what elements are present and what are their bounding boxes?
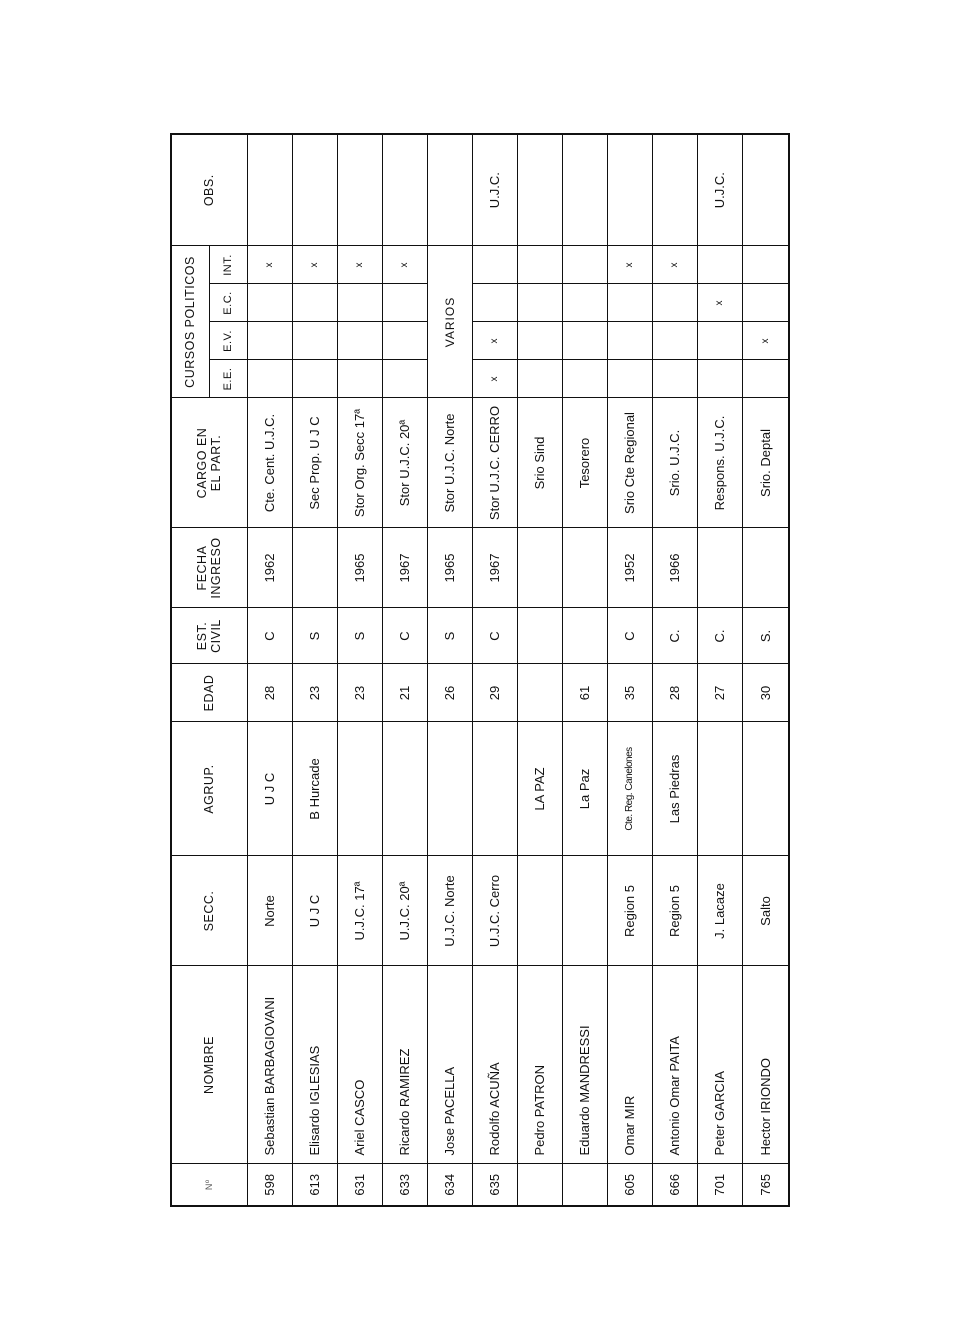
cell-ec <box>472 284 517 322</box>
cell-secc: U.J.C. 20ª <box>382 856 427 966</box>
cell-cargo: Srio Sind <box>517 398 562 528</box>
cell-ee <box>337 360 382 398</box>
cell-edad: 23 <box>337 664 382 722</box>
cell-ev: x <box>743 322 789 360</box>
cell-obs: U.J.C. <box>697 134 742 246</box>
cell-int <box>562 246 607 284</box>
cell-nro: 666 <box>652 1164 697 1206</box>
cell-edad: 29 <box>472 664 517 722</box>
cell-cargo: Srio. U.J.C. <box>652 398 697 528</box>
cell-obs <box>562 134 607 246</box>
cell-civil: C <box>382 608 427 664</box>
cell-secc: U.J.C. Cerro <box>472 856 517 966</box>
cell-edad: 61 <box>562 664 607 722</box>
cell-secc: J. Lacaze <box>697 856 742 966</box>
table-row <box>337 134 382 1206</box>
cell-civil: S <box>292 608 337 664</box>
header-int: INT. <box>209 246 247 284</box>
cell-fecha <box>292 528 337 608</box>
cell-agrup: Las Piedras <box>652 722 697 856</box>
cell-edad: 28 <box>247 664 292 722</box>
cell-obs <box>427 134 472 246</box>
cell-ev <box>607 322 652 360</box>
table-row <box>247 134 292 1206</box>
table-row <box>743 134 789 1206</box>
cell-nombre: Ariel CASCO <box>337 966 382 1164</box>
cell-ec <box>247 284 292 322</box>
cell-fecha <box>562 528 607 608</box>
cell-int: x <box>652 246 697 284</box>
table-row <box>697 134 742 1206</box>
cell-nro <box>517 1164 562 1206</box>
header-secc: SECC. <box>171 856 247 966</box>
cell-nombre: Ricardo RAMIREZ <box>382 966 427 1164</box>
cell-agrup: U J C <box>247 722 292 856</box>
cell-agrup <box>427 722 472 856</box>
cell-cargo: Stor U.J.C. 20ª <box>382 398 427 528</box>
cell-fecha <box>517 528 562 608</box>
table-row <box>382 134 427 1206</box>
cell-ev <box>337 322 382 360</box>
cell-obs <box>292 134 337 246</box>
cell-ee: x <box>472 360 517 398</box>
cell-civil: S <box>337 608 382 664</box>
cell-edad <box>517 664 562 722</box>
cell-fecha: 1966 <box>652 528 697 608</box>
cell-ev <box>517 322 562 360</box>
cell-ec <box>382 284 427 322</box>
cell-agrup: Cte. Reg. Canelones <box>607 722 652 856</box>
cell-ec <box>292 284 337 322</box>
table-row <box>427 134 472 1206</box>
cell-cargo: Sec Prop. U J C <box>292 398 337 528</box>
cell-nombre: Hector IRIONDO <box>743 966 789 1164</box>
cell-nro: 633 <box>382 1164 427 1206</box>
cell-cargo: Srio. Deptal <box>743 398 789 528</box>
cell-ee <box>607 360 652 398</box>
cell-civil: C <box>247 608 292 664</box>
cell-secc <box>517 856 562 966</box>
cell-nombre: Sebastian BARBAGIOVANI <box>247 966 292 1164</box>
cell-ec <box>337 284 382 322</box>
personnel-table-sheet <box>170 135 790 1207</box>
header-ec: E.C. <box>209 284 247 322</box>
cell-nro: 635 <box>472 1164 517 1206</box>
cell-ev: x <box>472 322 517 360</box>
cell-civil: C. <box>652 608 697 664</box>
cell-civil: S. <box>743 608 789 664</box>
cell-agrup: La Paz <box>562 722 607 856</box>
cell-nombre: Elisardo IGLESIAS <box>292 966 337 1164</box>
cell-nro: 613 <box>292 1164 337 1206</box>
cell-nro: 605 <box>607 1164 652 1206</box>
cell-int <box>743 246 789 284</box>
cell-int: x <box>607 246 652 284</box>
cell-obs <box>247 134 292 246</box>
cell-cargo: Respons. U.J.C. <box>697 398 742 528</box>
cell-fecha: 1962 <box>247 528 292 608</box>
cell-obs: U.J.C. <box>472 134 517 246</box>
cell-fecha <box>697 528 742 608</box>
cell-ev <box>292 322 337 360</box>
cell-ee <box>562 360 607 398</box>
cell-edad: 28 <box>652 664 697 722</box>
header-obs: OBS. <box>171 134 247 246</box>
cell-civil: C. <box>697 608 742 664</box>
cell-secc: U.J.C. Norte <box>427 856 472 966</box>
cell-nro: 701 <box>697 1164 742 1206</box>
header-ev: E.V. <box>209 322 247 360</box>
cell-ee <box>743 360 789 398</box>
cell-nro: 598 <box>247 1164 292 1206</box>
cell-ec <box>517 284 562 322</box>
cell-agrup: B Hurcade <box>292 722 337 856</box>
cell-ev <box>382 322 427 360</box>
cell-civil: S <box>427 608 472 664</box>
cell-edad: 35 <box>607 664 652 722</box>
cell-secc: Salto <box>743 856 789 966</box>
cell-secc: Norte <box>247 856 292 966</box>
cell-secc: U.J.C. 17ª <box>337 856 382 966</box>
cell-agrup: LA PAZ <box>517 722 562 856</box>
table-row <box>472 134 517 1206</box>
header-ee: E.E. <box>209 360 247 398</box>
cell-fecha: 1967 <box>472 528 517 608</box>
header-agrup: AGRUP. <box>171 722 247 856</box>
cell-fecha: 1965 <box>427 528 472 608</box>
cell-edad: 30 <box>743 664 789 722</box>
cell-edad: 27 <box>697 664 742 722</box>
cell-civil <box>562 608 607 664</box>
cell-ev <box>562 322 607 360</box>
header-fecha-ingreso: FECHA INGRESO <box>171 528 247 608</box>
cell-nombre: Antonio Omar PAITA <box>652 966 697 1164</box>
cell-obs <box>517 134 562 246</box>
cell-edad: 21 <box>382 664 427 722</box>
cell-int: x <box>292 246 337 284</box>
cell-int <box>697 246 742 284</box>
cell-ev <box>697 322 742 360</box>
personnel-table <box>170 133 790 1207</box>
cell-secc: U J C <box>292 856 337 966</box>
cell-nombre: Eduardo MANDRESSI <box>562 966 607 1164</box>
cell-ec <box>562 284 607 322</box>
cell-ec: x <box>697 284 742 322</box>
cell-cargo: Stor Org. Secc 17ª <box>337 398 382 528</box>
table-row <box>517 134 562 1206</box>
cell-nombre: Rodolfo ACUÑA <box>472 966 517 1164</box>
cell-ee <box>247 360 292 398</box>
cell-obs <box>652 134 697 246</box>
cell-varios: VARIOS <box>427 246 472 398</box>
cell-nombre: Jose PACELLA <box>427 966 472 1164</box>
cell-ev <box>247 322 292 360</box>
cell-cargo: Cte. Cent. U.J.C. <box>247 398 292 528</box>
cell-nro: 634 <box>427 1164 472 1206</box>
cell-nro <box>562 1164 607 1206</box>
cell-ev <box>652 322 697 360</box>
cell-civil <box>517 608 562 664</box>
header-nombre: NOMBRE <box>171 966 247 1164</box>
header-cursos-politicos: CURSOS POLITICOS <box>171 246 209 398</box>
cell-edad: 23 <box>292 664 337 722</box>
cell-agrup <box>743 722 789 856</box>
cell-cargo: Tesorero <box>562 398 607 528</box>
cell-civil: C <box>607 608 652 664</box>
table-row <box>607 134 652 1206</box>
cell-nombre: Peter GARCIA <box>697 966 742 1164</box>
cell-ee <box>382 360 427 398</box>
cell-cargo: Stor U.J.C. Norte <box>427 398 472 528</box>
cell-obs <box>743 134 789 246</box>
cell-secc: Region 5 <box>652 856 697 966</box>
cell-edad: 26 <box>427 664 472 722</box>
cell-int <box>472 246 517 284</box>
cell-ee <box>697 360 742 398</box>
cell-fecha: 1952 <box>607 528 652 608</box>
cell-civil: C <box>472 608 517 664</box>
cell-nombre: Omar MIR <box>607 966 652 1164</box>
cell-agrup <box>472 722 517 856</box>
cell-int <box>517 246 562 284</box>
cell-obs <box>382 134 427 246</box>
cell-fecha: 1965 <box>337 528 382 608</box>
cell-nro: 765 <box>743 1164 789 1206</box>
cell-agrup <box>382 722 427 856</box>
header-nro: Nº <box>171 1164 247 1206</box>
cell-obs <box>337 134 382 246</box>
cell-nro: 631 <box>337 1164 382 1206</box>
cell-fecha <box>743 528 789 608</box>
cell-ec <box>743 284 789 322</box>
cell-fecha: 1967 <box>382 528 427 608</box>
cell-secc: Region 5 <box>607 856 652 966</box>
cell-secc <box>562 856 607 966</box>
cell-ee <box>292 360 337 398</box>
cell-ec <box>607 284 652 322</box>
cell-agrup <box>337 722 382 856</box>
cell-cargo: Stor U.J.C. CERRO <box>472 398 517 528</box>
table-row <box>652 134 697 1206</box>
cell-ec <box>652 284 697 322</box>
cell-ee <box>652 360 697 398</box>
table-row <box>562 134 607 1206</box>
cell-agrup <box>697 722 742 856</box>
header-est-civil: EST. CIVIL <box>171 608 247 664</box>
header-edad: EDAD <box>171 664 247 722</box>
cell-int: x <box>382 246 427 284</box>
table-row <box>292 134 337 1206</box>
cell-obs <box>607 134 652 246</box>
cell-cargo: Srio Cte Regional <box>607 398 652 528</box>
cell-int: x <box>247 246 292 284</box>
cell-int: x <box>337 246 382 284</box>
cell-nombre: Pedro PATRON <box>517 966 562 1164</box>
header-cargo: CARGO EN EL PART. <box>171 398 247 528</box>
cell-ee <box>517 360 562 398</box>
